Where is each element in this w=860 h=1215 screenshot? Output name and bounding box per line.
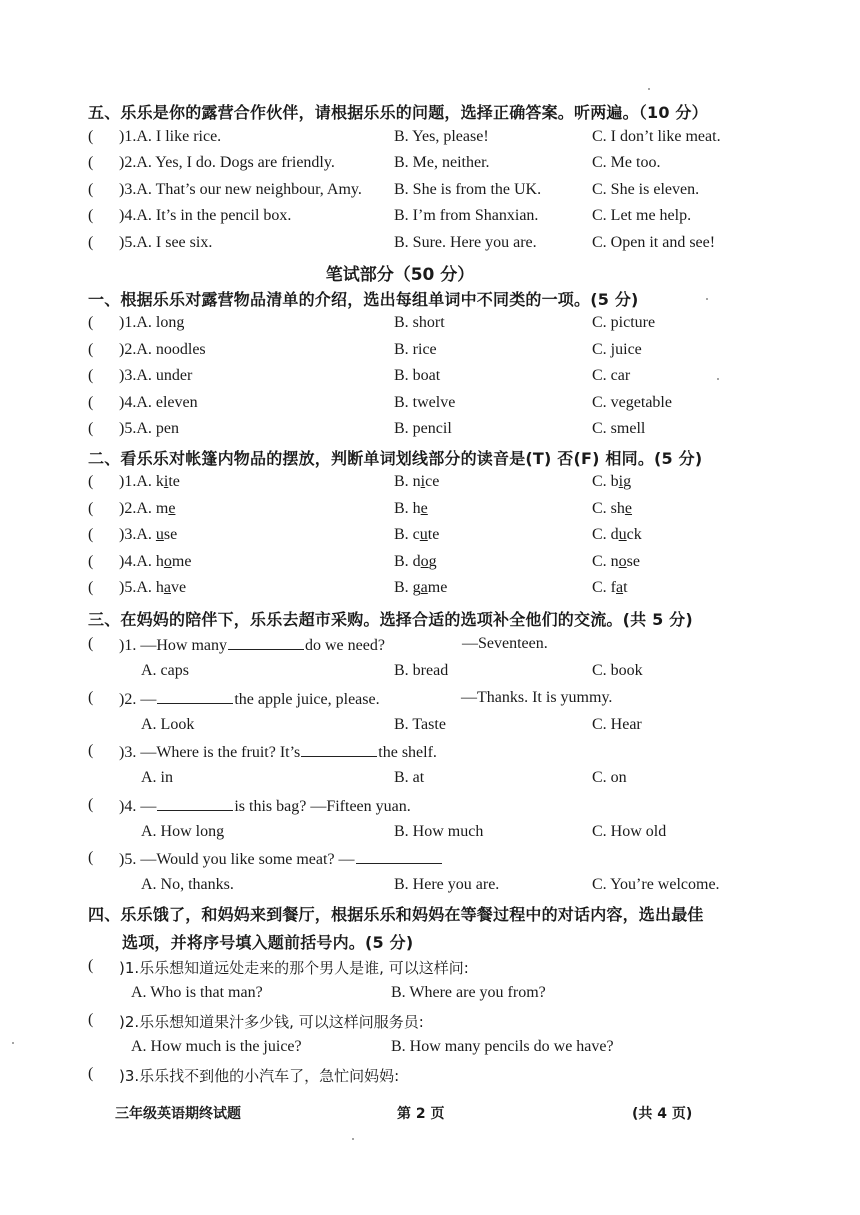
word-prefix: )1.A. k	[119, 473, 164, 490]
section-1-title: 一、根据乐乐对露营物品清单的介绍，选出每组单词中不同类的一项。(5 分)	[88, 290, 639, 309]
option-b: B. How much	[394, 822, 484, 840]
question-text: )1.乐乐想知道远处走来的那个男人是谁, 可以这样问:	[119, 959, 469, 977]
word-suffix: t	[623, 579, 628, 597]
option-a: )2.A. noodles	[119, 340, 206, 358]
option-c: C. picture	[592, 314, 656, 331]
answer-blank	[356, 849, 442, 864]
word-suffix: me	[171, 552, 192, 570]
word-prefix: B. g	[394, 579, 421, 597]
question-prefix: )4. —	[119, 797, 157, 815]
option-a: )3.A. under	[119, 367, 193, 385]
option-c: C. How old	[592, 822, 667, 840]
section-2-title: 二、看乐乐对帐篷内物品的摆放，判断单词划线部分的读音是(T) 否(F) 相同。(5 分)	[88, 449, 703, 468]
question-prefix: )3. —Where is the fruit? It’s	[119, 744, 301, 761]
option-b	[394, 500, 428, 518]
option-b: B. Where are you from?	[391, 984, 546, 1001]
scan-speck	[648, 88, 650, 90]
option-c	[592, 579, 628, 597]
underlined-letter: a	[420, 579, 428, 597]
answer-bracket[interactable]: (	[88, 233, 94, 251]
word-prefix: C. sh	[592, 499, 625, 517]
word-prefix: B. h	[394, 499, 421, 517]
scan-speck	[352, 1138, 354, 1140]
underlined-letter: i	[618, 473, 624, 490]
answer-blank	[228, 635, 304, 650]
option-a: )1.A. long	[119, 314, 185, 331]
word-prefix: B. n	[394, 473, 421, 490]
question-suffix: is this bag? —Fifteen yuan.	[234, 797, 411, 815]
option-a: )4.A. eleven	[119, 393, 198, 411]
answer-bracket[interactable]: (	[88, 340, 94, 358]
footer-page-number: 第 2 页	[397, 1106, 445, 1122]
answer-bracket[interactable]: (	[88, 635, 94, 652]
section-4-title-line2: 选项，并将序号填入题前括号内。(5 分)	[122, 933, 414, 952]
underlined-letter: e	[168, 499, 176, 517]
option-b	[394, 526, 439, 544]
option-c: C. car	[592, 367, 631, 385]
option-a: )4.A. It’s in the pencil box.	[119, 207, 292, 225]
option-b: B. Sure. Here you are.	[394, 233, 537, 251]
question-prefix: )1. —How many	[119, 637, 227, 654]
section-3-title: 三、在妈妈的陪伴下，乐乐去超市采购。选择合适的选项补全他们的交流。(共 5 分)	[88, 610, 693, 629]
option-c: C. juice	[592, 340, 642, 358]
option-a: A. No, thanks.	[141, 876, 234, 893]
option-b	[394, 579, 447, 597]
question-suffix: the shelf.	[378, 744, 437, 761]
answer-bracket[interactable]: (	[88, 473, 94, 490]
option-b: B. at	[394, 769, 425, 786]
underlined-letter: e	[420, 499, 428, 517]
word-suffix: g	[428, 552, 437, 570]
option-a: A. Look	[141, 715, 195, 733]
option-c: C. Me too.	[592, 154, 661, 172]
option-a: A. How much is the juice?	[131, 1038, 302, 1055]
question-text: )2.乐乐想知道果汁多少钱, 可以这样问服务员:	[119, 1013, 424, 1031]
option-a: A. How long	[141, 822, 225, 840]
word-suffix: te	[427, 526, 440, 544]
word-suffix: te	[168, 473, 180, 490]
option-b: B. short	[394, 314, 445, 331]
word-prefix: )2.A. m	[119, 499, 169, 517]
word-prefix: )5.A. h	[119, 579, 164, 597]
footer-exam-name: 三年级英语期终试题	[115, 1106, 241, 1122]
answer-bracket[interactable]: (	[88, 688, 94, 706]
answer-bracket[interactable]: (	[88, 367, 94, 385]
option-c: C. smell	[592, 420, 646, 438]
answer-bracket[interactable]: (	[88, 526, 94, 544]
word-prefix: B. d	[394, 552, 421, 570]
answer-bracket[interactable]: (	[88, 154, 94, 172]
option-c	[592, 553, 640, 571]
option-b: B. Me, neither.	[394, 154, 490, 172]
answer-bracket[interactable]: (	[88, 180, 94, 198]
option-a: )5.A. I see six.	[119, 233, 213, 251]
question-prefix: )5. —Would you like some meat? —	[119, 851, 355, 868]
answer-bracket[interactable]: (	[88, 128, 94, 145]
answer-bracket[interactable]: (	[88, 1065, 94, 1082]
underlined-letter: i	[420, 473, 426, 490]
option-c: C. Let me help.	[592, 207, 692, 225]
word-prefix: )3.A.	[119, 526, 156, 544]
underlined-letter: a	[163, 579, 171, 597]
question-prefix: )2. —	[119, 690, 157, 708]
question-text: )3.乐乐找不到他的小汽车了，急忙问妈妈:	[119, 1067, 400, 1085]
answer-bracket[interactable]: (	[88, 957, 94, 974]
option-b: B. She is from the UK.	[394, 180, 542, 198]
option-b: B. I’m from Shanxian.	[394, 207, 539, 225]
question-text	[119, 635, 385, 655]
option-b: B. rice	[394, 340, 437, 358]
word-suffix: ve	[171, 579, 187, 597]
word-suffix: se	[626, 552, 640, 570]
option-c: C. book	[592, 662, 643, 679]
footer-total-pages: (共 4 页)	[632, 1106, 693, 1122]
option-b: B. twelve	[394, 393, 456, 411]
answer-bracket[interactable]: (	[88, 742, 94, 759]
option-b: B. Yes, please!	[394, 128, 489, 145]
option-a: )5.A. pen	[119, 420, 179, 438]
option-b: B. pencil	[394, 420, 452, 438]
answer-bracket[interactable]: (	[88, 314, 94, 331]
option-a	[119, 553, 191, 571]
underlined-letter: o	[618, 552, 627, 570]
option-a: )1.A. I like rice.	[119, 128, 222, 145]
answer-bracket[interactable]: (	[88, 849, 94, 866]
option-a	[119, 526, 177, 544]
answer-bracket[interactable]: (	[88, 552, 94, 570]
word-suffix: g	[623, 473, 632, 490]
answer-bracket[interactable]: (	[88, 393, 94, 411]
option-c	[592, 526, 642, 544]
option-c	[592, 473, 631, 491]
underlined-letter: u	[618, 526, 627, 544]
answer-bracket[interactable]: (	[88, 579, 94, 597]
answer-bracket[interactable]: (	[88, 420, 94, 438]
section-4-title-line1: 四、乐乐饿了，和妈妈来到餐厅，根据乐乐和妈妈在等餐过程中的对话内容，选出最佳	[88, 905, 704, 924]
word-suffix: me	[427, 579, 448, 597]
word-prefix: B. c	[394, 526, 420, 544]
option-a	[119, 473, 180, 491]
option-b	[394, 473, 439, 491]
underlined-letter: i	[163, 473, 169, 490]
underlined-letter: o	[163, 552, 172, 570]
word-suffix: se	[163, 526, 178, 544]
scan-speck	[717, 378, 719, 380]
scan-speck	[12, 1042, 14, 1044]
question-text	[119, 796, 411, 816]
underlined-letter: e	[624, 499, 633, 517]
option-c: C. vegetable	[592, 393, 672, 411]
word-prefix: )4.A. h	[119, 552, 164, 570]
word-prefix: C. d	[592, 526, 619, 544]
option-b: B. How many pencils do we have?	[391, 1038, 614, 1055]
option-c: C. I don’t like meat.	[592, 128, 721, 145]
word-suffix: ck	[626, 526, 642, 544]
option-a: )3.A. That’s our new neighbour, Amy.	[119, 180, 362, 198]
answer-bracket[interactable]: (	[88, 1011, 94, 1028]
reply-text: —Seventeen.	[462, 635, 548, 652]
option-b: B. Taste	[394, 715, 446, 733]
option-a: )2.A. Yes, I do. Dogs are friendly.	[119, 154, 335, 172]
answer-bracket[interactable]: (	[88, 499, 94, 517]
reply-text: —Thanks. It is yummy.	[461, 688, 613, 706]
option-b: B. boat	[394, 367, 441, 385]
underlined-letter: a	[616, 579, 624, 597]
question-text	[119, 689, 380, 709]
option-b	[394, 553, 437, 571]
option-c	[592, 500, 632, 518]
underlined-letter: o	[420, 552, 429, 570]
option-c: C. She is eleven.	[592, 180, 700, 198]
option-b: B. bread	[394, 662, 449, 679]
answer-bracket[interactable]: (	[88, 795, 94, 813]
option-a: A. Who is that man?	[131, 984, 263, 1001]
word-prefix: C. b	[592, 473, 619, 490]
underlined-letter: u	[155, 526, 164, 544]
question-suffix: the apple juice, please.	[234, 690, 380, 708]
scan-speck	[706, 298, 708, 300]
answer-blank	[301, 742, 377, 757]
word-suffix: ce	[425, 473, 440, 490]
question-text	[119, 849, 443, 869]
option-c: C. You’re welcome.	[592, 876, 720, 893]
option-c: C. Hear	[592, 715, 642, 733]
question-suffix: do we need?	[304, 637, 385, 654]
underlined-letter: u	[419, 526, 428, 544]
option-c: C. on	[592, 769, 627, 786]
option-c: C. Open it and see!	[592, 233, 716, 251]
answer-bracket[interactable]: (	[88, 207, 94, 225]
option-a	[119, 500, 175, 518]
written-part-title: 笔试部分（50 分）	[325, 265, 475, 285]
option-b: B. Here you are.	[394, 876, 500, 893]
section-5-title: 五、乐乐是你的露营合作伙伴，请根据乐乐的问题，选择正确答案。听两遍。（10 分）	[88, 103, 708, 122]
word-prefix: C. n	[592, 552, 619, 570]
answer-blank	[157, 796, 233, 811]
option-a: A. caps	[141, 662, 189, 679]
option-a: A. in	[141, 769, 173, 786]
answer-blank	[157, 689, 233, 704]
question-text	[119, 742, 437, 762]
word-prefix: C. f	[592, 579, 616, 597]
option-a	[119, 579, 186, 597]
